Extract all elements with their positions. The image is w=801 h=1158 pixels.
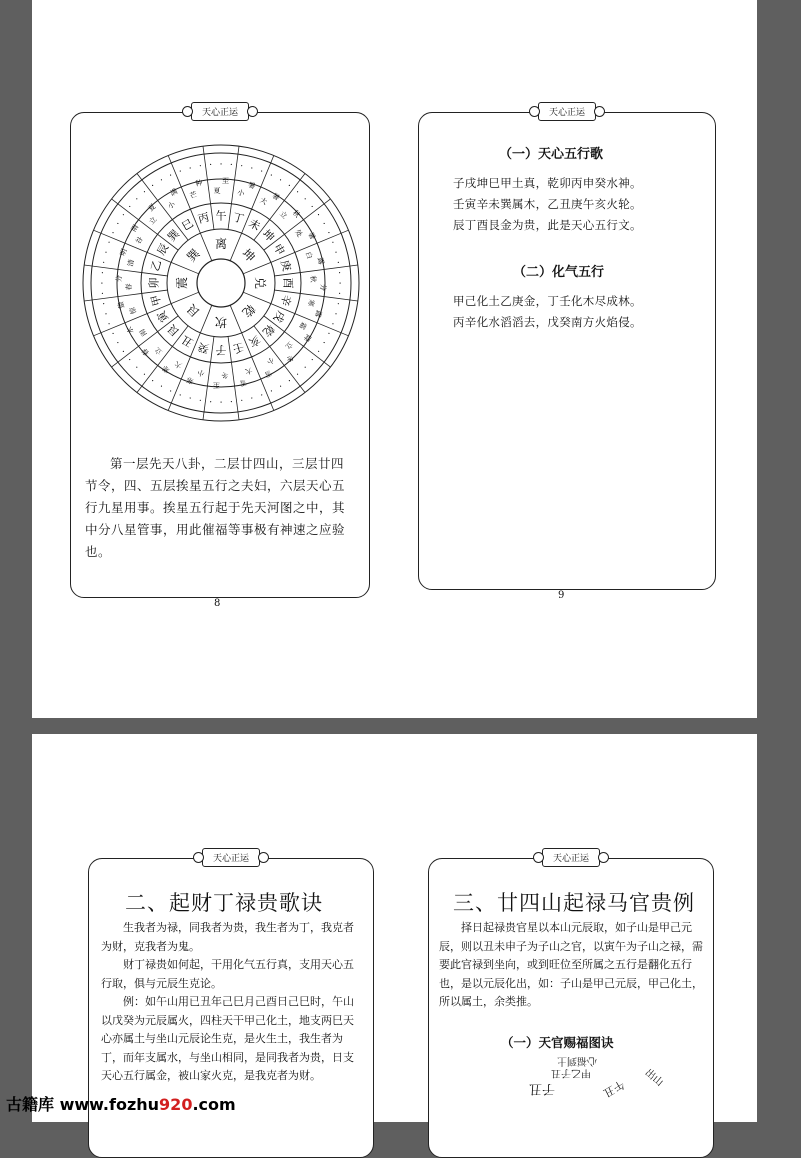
solar-term-char: 小 — [265, 355, 276, 366]
outer-ring-mark: · — [284, 181, 293, 192]
outer-ring-mark: · — [99, 260, 110, 265]
solar-term-char: 暑 — [270, 191, 281, 203]
outer-ring-mark: · — [299, 195, 309, 205]
outer-ring-mark: · — [239, 161, 244, 172]
mountain-label: 坤 — [259, 227, 277, 245]
mountain-label: 卯 — [147, 277, 161, 289]
solar-term-char: 惊 — [128, 306, 139, 316]
outer-ring-mark: · — [113, 338, 124, 346]
outer-ring-mark: · — [98, 291, 109, 296]
tianguan-diagram-fragment — [469, 1055, 679, 1115]
outer-ring-mark: · — [306, 202, 317, 212]
outer-ring-mark: · — [198, 394, 203, 405]
trigram-label: 坤 — [239, 246, 258, 265]
poem-2 — [453, 291, 703, 333]
outer-ring-mark: · — [140, 187, 150, 198]
solar-term-char: 雨 — [129, 223, 141, 234]
outer-ring-mark: · — [258, 388, 265, 400]
paragraph: 例：如午山用已丑年己巳月己酉日己巳时，午山以戊癸为元辰属火，四柱天干甲己化土，地支两巳天心亦属土与坐山元辰论生克，是火生土，我生者为丁，而年支属水，与坐山相同，是同我者为贵，日支天心五行属金，被山家火克，是我克者为财。 — [101, 995, 354, 1082]
outer-ring-mark: · — [104, 320, 116, 327]
solar-term-char: 露 — [313, 309, 324, 319]
outer-ring-mark: · — [239, 394, 244, 405]
section-title-1: （一）天心五行歌 — [499, 147, 604, 162]
mountain-label: 巽 — [165, 227, 183, 245]
outer-ring-mark: · — [334, 281, 344, 285]
page-11-body: 择日起禄贵官星以本山元辰取，如子山是甲己元辰，则以丑未申子为子山之官，以寅午为子山之禄，需要此官禄到坐向，或到旺位至所属之五行是翻化五行也，是以元辰化出，如：子山是甲己元辰，甲己化土，所以属土，余类推。 — [439, 921, 703, 1008]
solar-term-char: 霜 — [297, 320, 308, 331]
solar-term-char: 夏 — [213, 186, 221, 196]
outer-ring-mark: · — [312, 346, 323, 355]
outer-ring-mark: · — [208, 160, 213, 171]
solar-term-char: 处 — [293, 228, 304, 239]
solar-term-char: 小 — [166, 200, 177, 211]
solar-term-char: 露 — [315, 256, 326, 266]
diagram-text: 子丑 — [529, 1081, 556, 1096]
solar-term-char: 降 — [301, 332, 313, 343]
mountain-label: 甲 — [148, 293, 164, 308]
outer-ring-mark: · — [306, 354, 317, 364]
trigram-label: 震 — [175, 276, 189, 290]
poem-line: 壬寅辛未巽属木，乙丑庚午亥火轮。 — [453, 197, 642, 211]
outer-ring-mark: · — [119, 211, 130, 220]
mountain-label: 子 — [215, 343, 227, 357]
solar-term-char: 谷 — [134, 235, 145, 246]
solar-term-char: 白 — [303, 250, 314, 260]
subsection-title: （一）天官赐福图诀 — [501, 1035, 614, 1050]
solar-term-char: 春 — [124, 283, 134, 291]
trigram-label: 巽 — [184, 246, 203, 265]
paragraph: 生我者为禄，同我者为贵，我生者为丁，我克者为财，克我者为鬼。 — [101, 921, 354, 953]
watermark-site-prefix: www.fozhu — [59, 1095, 160, 1114]
solar-term-char: 雨 — [138, 327, 149, 338]
mountain-label: 戌 — [270, 308, 288, 325]
outer-ring-mark: · — [292, 368, 302, 379]
mountain-label: 申 — [270, 241, 288, 258]
solar-term-char: 雪 — [238, 377, 248, 388]
page-header: 天心正运 — [542, 848, 600, 867]
outer-ring-mark: · — [187, 391, 194, 403]
poem-line: 甲己化土乙庚金，丁壬化木尽成林。 — [453, 294, 642, 308]
outer-ring-mark: · — [119, 346, 130, 355]
trigram-label: 兑 — [253, 276, 267, 290]
outer-ring-mark: · — [267, 384, 275, 396]
solar-term-char: 寒 — [161, 363, 172, 375]
outer-ring-mark: · — [326, 320, 338, 327]
outer-ring-mark: · — [101, 249, 113, 256]
trigram-label: 离 — [214, 237, 228, 251]
outer-ring-mark: · — [198, 161, 203, 172]
solar-term-char: 大 — [173, 359, 184, 370]
compass-diagram — [71, 123, 371, 443]
solar-term-char: 暑 — [247, 180, 257, 191]
mountain-label: 辰 — [154, 241, 172, 258]
outer-ring-mark: · — [219, 396, 223, 406]
outer-ring-mark: · — [101, 310, 113, 317]
outer-ring-mark: · — [292, 187, 302, 198]
solar-term-char: 清 — [126, 258, 136, 268]
outer-ring-mark: · — [318, 338, 329, 346]
outer-ring-mark: · — [104, 239, 116, 246]
trigram-label: 乾 — [239, 301, 258, 320]
chapter-title-3: 三、廿四山起禄马官贵例 — [453, 891, 695, 915]
section-title-2: （二）化气五行 — [513, 265, 605, 280]
solar-term-char: 大 — [258, 196, 269, 207]
mountain-label: 酉 — [281, 277, 295, 289]
scan-sheet-top — [32, 0, 757, 718]
solar-term-char: 寒 — [306, 298, 316, 308]
diagram-text: 心福到土 — [557, 1055, 597, 1066]
solar-term-char: 大 — [244, 365, 254, 376]
trigram-label: 艮 — [184, 301, 203, 320]
mountain-label: 艮 — [165, 321, 183, 339]
trigram-label: 坎 — [214, 315, 228, 329]
mountain-label: 午 — [215, 209, 227, 223]
mountain-label: 未 — [246, 216, 263, 234]
solar-term-char: 冬 — [221, 370, 229, 380]
mountain-label: 癸 — [196, 340, 211, 356]
page-11-frame — [428, 854, 714, 1158]
outer-ring-mark: · — [167, 384, 175, 396]
poem-line: 子戌坤巳甲土真，乾卯丙申癸水神。 — [453, 176, 642, 190]
outer-ring-mark: · — [248, 391, 255, 403]
solar-term-char: 立 — [147, 215, 159, 227]
outer-ring-mark: · — [140, 368, 150, 379]
outer-ring-mark: · — [177, 388, 184, 400]
outer-ring-mark: · — [149, 181, 158, 192]
mountain-label: 庚 — [278, 258, 294, 273]
mountain-label: 丙 — [196, 210, 211, 226]
mountain-label: 巳 — [179, 216, 196, 234]
solar-term-char: 夏 — [146, 202, 158, 214]
solar-term-char: 满 — [168, 187, 179, 198]
page-header: 天心正运 — [191, 102, 249, 121]
outer-ring-mark: · — [158, 380, 166, 391]
solar-term-char: 立 — [277, 209, 289, 221]
outer-ring-mark: · — [133, 195, 143, 205]
outer-ring-mark: · — [113, 220, 124, 228]
solar-term-char: 至 — [221, 176, 230, 186]
solar-term-char: 芒 — [188, 190, 198, 201]
outer-ring-mark: · — [98, 281, 108, 285]
watermark-site-num: 920 — [159, 1095, 193, 1114]
page-number-8: 8 — [214, 598, 221, 609]
solar-term-char: 寒 — [185, 375, 195, 386]
outer-ring-mark: · — [248, 163, 255, 175]
mountain-label: 丁 — [231, 210, 246, 226]
outer-ring-mark: · — [258, 166, 265, 178]
mountain-label: 寅 — [154, 308, 172, 325]
watermark-site-suffix: .com — [192, 1095, 236, 1114]
solar-term-char: 冬 — [284, 352, 296, 364]
outer-ring-mark: · — [149, 374, 158, 385]
outer-ring-mark: · — [333, 270, 344, 275]
outer-ring-mark: · — [332, 301, 343, 306]
outer-ring-mark: · — [229, 395, 234, 406]
outer-ring-mark: · — [322, 329, 334, 337]
solar-term-char: 雪 — [263, 368, 274, 379]
outer-ring-mark: · — [219, 160, 223, 170]
outer-ring-mark: · — [98, 270, 109, 275]
outer-ring-mark: · — [329, 249, 341, 256]
outer-ring-mark: · — [99, 301, 110, 306]
poem-1 — [453, 173, 703, 236]
mountain-label: 辛 — [278, 293, 294, 308]
chapter-title-2: 二、起财丁禄贵歌诀 — [125, 891, 323, 915]
solar-term-char: 水 — [125, 325, 136, 336]
outer-ring-mark: · — [177, 166, 184, 178]
outer-ring-mark: · — [108, 229, 120, 237]
outer-ring-mark: · — [229, 160, 234, 171]
outer-ring-mark: · — [167, 170, 175, 182]
outer-ring-mark: · — [125, 202, 136, 212]
mountain-label: 壬 — [231, 340, 246, 356]
outer-ring-mark: · — [322, 229, 334, 237]
poem-line: 辰丁酉艮金为贵，此是天心五行文。 — [453, 218, 642, 232]
outer-ring-mark: · — [299, 361, 309, 371]
outer-ring-mark: · — [125, 354, 136, 364]
site-watermark — [6, 1092, 236, 1115]
page-8-caption: 第一层先天八卦，二层廿四山，三层廿四节令，四、五层挨星五行之夫妇，六层天心五行九星用事。挨星五行起于先天河图之中，其中分八星管事，用此催福等事极有神速之应验也。 — [85, 456, 346, 559]
paragraph: 财丁禄贵如何起，干用化气五行真，支用天心五行取，俱与元辰生克论。 — [101, 958, 354, 990]
outer-ring-mark: · — [208, 395, 213, 406]
outer-ring-mark: · — [158, 175, 166, 186]
page-9-frame — [418, 108, 716, 590]
solar-term-char: 暑 — [306, 230, 317, 241]
page-8-frame — [70, 108, 370, 598]
outer-ring-mark: · — [284, 374, 293, 385]
solar-term-char: 小 — [196, 368, 206, 378]
outer-ring-mark: · — [108, 329, 120, 337]
solar-term-char: 至 — [212, 380, 221, 390]
mountain-label: 丑 — [179, 332, 196, 350]
diagram-text: 出山 — [642, 1067, 665, 1089]
diagram-text: 甲乙子丑 — [551, 1067, 591, 1078]
page-header: 天心正运 — [202, 848, 260, 867]
page-header: 天心正运 — [538, 102, 596, 121]
solar-term-char: 分 — [318, 283, 328, 292]
solar-term-char: 蛰 — [116, 300, 127, 310]
outer-ring-mark: · — [318, 220, 329, 228]
outer-ring-mark: · — [312, 211, 323, 220]
poem-line: 丙辛化水滔滔去，戊癸南方火焰侵。 — [453, 315, 642, 329]
solar-term-char: 春 — [140, 346, 152, 358]
scan-sheet-bottom — [32, 734, 757, 1122]
outer-ring-mark: · — [276, 175, 284, 186]
solar-term-char: 分 — [114, 274, 124, 283]
page-10-body — [101, 919, 363, 1086]
solar-term-char: 立 — [283, 339, 295, 351]
outer-ring-mark: · — [187, 163, 194, 175]
outer-ring-mark: · — [333, 291, 344, 296]
solar-term-char: 明 — [118, 247, 129, 257]
solar-term-char: 秋 — [290, 208, 302, 220]
solar-term-char: 立 — [153, 345, 165, 357]
solar-term-char: 秋 — [308, 275, 318, 283]
outer-ring-mark: · — [326, 239, 338, 246]
outer-ring-mark: · — [332, 260, 343, 265]
solar-term-char: 小 — [236, 188, 246, 198]
outer-ring-mark: · — [329, 310, 341, 317]
solar-term-char: 种 — [194, 178, 204, 189]
mountain-label: 亥 — [246, 332, 263, 350]
watermark-label: 古籍库 — [6, 1095, 55, 1114]
outer-ring-mark: · — [267, 170, 275, 182]
outer-ring-mark: · — [276, 380, 284, 391]
diagram-text: 午丑 — [600, 1077, 627, 1100]
outer-ring-mark: · — [133, 361, 143, 371]
mountain-label: 乙 — [148, 258, 164, 273]
page-number-9: 9 — [558, 590, 565, 601]
mountain-label: 乾 — [259, 321, 277, 339]
